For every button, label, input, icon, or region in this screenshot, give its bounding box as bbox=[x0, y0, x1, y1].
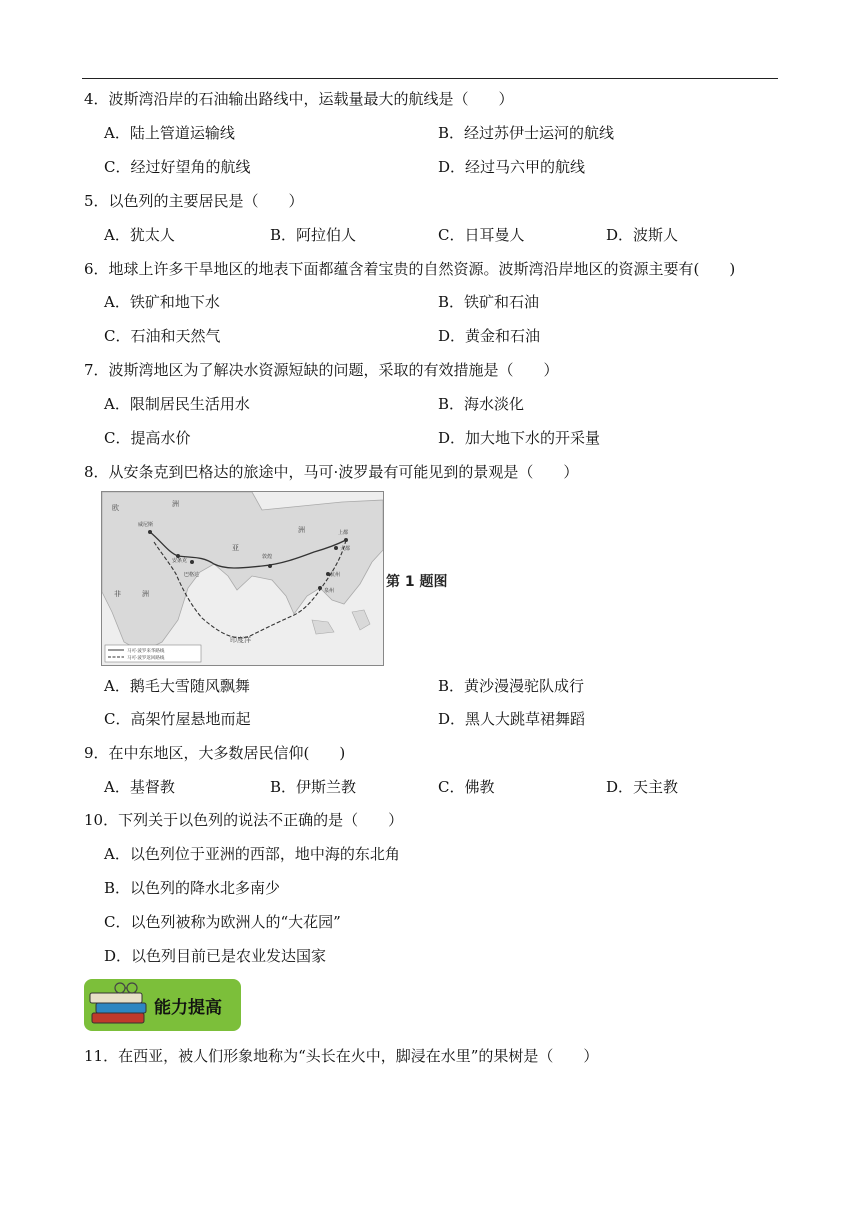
question-7-stem: 7．波斯湾地区为了解决水资源短缺的问题，采取的有效措施是（ ） bbox=[84, 361, 559, 379]
map-label-venice: 威尼斯 bbox=[138, 522, 154, 528]
map-label-hangzhou: 杭州 bbox=[330, 572, 341, 578]
question-5-option-b: B．阿拉伯人 bbox=[270, 226, 357, 244]
question-9-option-a: A．基督教 bbox=[104, 778, 175, 796]
question-7-option-a: A．限制居民生活用水 bbox=[104, 395, 250, 413]
map-label-baghdad: 巴格达 bbox=[184, 572, 200, 578]
map-label-antioch: 安条克 bbox=[172, 558, 188, 564]
map-legend-return: 马可·波罗返回路线 bbox=[127, 656, 165, 661]
question-5-option-d: D．波斯人 bbox=[606, 226, 679, 244]
question-10-option-b: B．以色列的降水北多南少 bbox=[104, 879, 281, 897]
map-label-dunhuang: 敦煌 bbox=[262, 554, 273, 560]
map-label-europe-1: 欧 bbox=[112, 504, 119, 512]
question-6-option-b: B．铁矿和石油 bbox=[438, 293, 540, 311]
question-10-option-c: C．以色列被称为欧洲人的“大花园” bbox=[104, 913, 341, 931]
question-8-stem: 8．从安条克到巴格达的旅途中，马可·波罗最有可能见到的景观是（ ） bbox=[84, 463, 579, 481]
question-10-stem: 10．下列关于以色列的说法不正确的是（ ） bbox=[84, 811, 404, 829]
question-4-option-d: D．经过马六甲的航线 bbox=[438, 158, 586, 176]
map-label-africa-2: 洲 bbox=[142, 590, 149, 598]
question-10-option-a: A．以色列位于亚洲的西部，地中海的东北角 bbox=[104, 845, 400, 863]
question-7-option-c: C．提高水价 bbox=[104, 429, 191, 447]
map-label-asia-2: 洲 bbox=[298, 526, 305, 534]
question-5-option-a: A．犹太人 bbox=[104, 226, 175, 244]
question-9-option-c: C．佛教 bbox=[438, 778, 495, 796]
question-8-option-c: C．高架竹屋悬地而起 bbox=[104, 710, 251, 728]
question-8-option-b: B．黄沙漫漫驼队成行 bbox=[438, 677, 585, 695]
question-5-option-c: C．日耳曼人 bbox=[438, 226, 525, 244]
question-9-stem: 9．在中东地区，大多数居民信仰( ) bbox=[84, 744, 346, 762]
section-badge-label: 能力提高 bbox=[154, 998, 222, 1018]
map-label-indian-ocean: 印度洋 bbox=[230, 636, 251, 644]
question-7-option-d: D．加大地下水的开采量 bbox=[438, 429, 601, 447]
question-8-option-d: D．黑人大跳草裙舞蹈 bbox=[438, 710, 586, 728]
header-rule bbox=[82, 78, 778, 79]
map-label-africa-1: 非 bbox=[114, 590, 121, 598]
map-label-asia-1: 亚 bbox=[232, 544, 239, 552]
question-6-option-d: D．黄金和石油 bbox=[438, 327, 541, 345]
question-4-option-c: C．经过好望角的航线 bbox=[104, 158, 251, 176]
map-label-dadu: 大都 bbox=[340, 546, 351, 552]
question-6-option-a: A．铁矿和地下水 bbox=[104, 293, 220, 311]
question-11-stem: 11．在西亚，被人们形象地称为“头长在火中，脚浸在水里”的果树是（ ） bbox=[84, 1047, 599, 1065]
question-6-option-c: C．石油和天然气 bbox=[104, 327, 221, 345]
question-4-stem: 4．波斯湾沿岸的石油输出路线中，运载量最大的航线是（ ） bbox=[84, 90, 514, 108]
route-map bbox=[101, 491, 384, 666]
books-icon bbox=[84, 979, 154, 1031]
question-5-stem: 5．以色列的主要居民是（ ） bbox=[84, 192, 304, 210]
map-label-europe-2: 洲 bbox=[172, 500, 179, 508]
question-10-option-d: D．以色列目前已是农业发达国家 bbox=[104, 947, 327, 965]
question-4-option-a: A．陆上管道运输线 bbox=[104, 124, 235, 142]
map-legend-outbound: 马可·波罗来华路线 bbox=[127, 649, 165, 654]
question-8-option-a: A．鹅毛大雪随风飘舞 bbox=[104, 677, 250, 695]
map-caption: 第 1 题图 bbox=[386, 574, 448, 590]
route-map-drawing bbox=[102, 492, 383, 665]
question-9-option-b: B．伊斯兰教 bbox=[270, 778, 357, 796]
question-7-option-b: B．海水淡化 bbox=[438, 395, 525, 413]
section-badge bbox=[84, 979, 241, 1031]
question-4-option-b: B．经过苏伊士运河的航线 bbox=[438, 124, 615, 142]
map-label-shangdu: 上都 bbox=[338, 530, 349, 536]
map-label-quanzhou: 泉州 bbox=[324, 588, 335, 594]
question-6-stem: 6．地球上许多干旱地区的地表下面都蕴含着宝贵的自然资源。波斯湾沿岸地区的资源主要有( ) bbox=[84, 260, 736, 278]
question-9-option-d: D．天主教 bbox=[606, 778, 679, 796]
